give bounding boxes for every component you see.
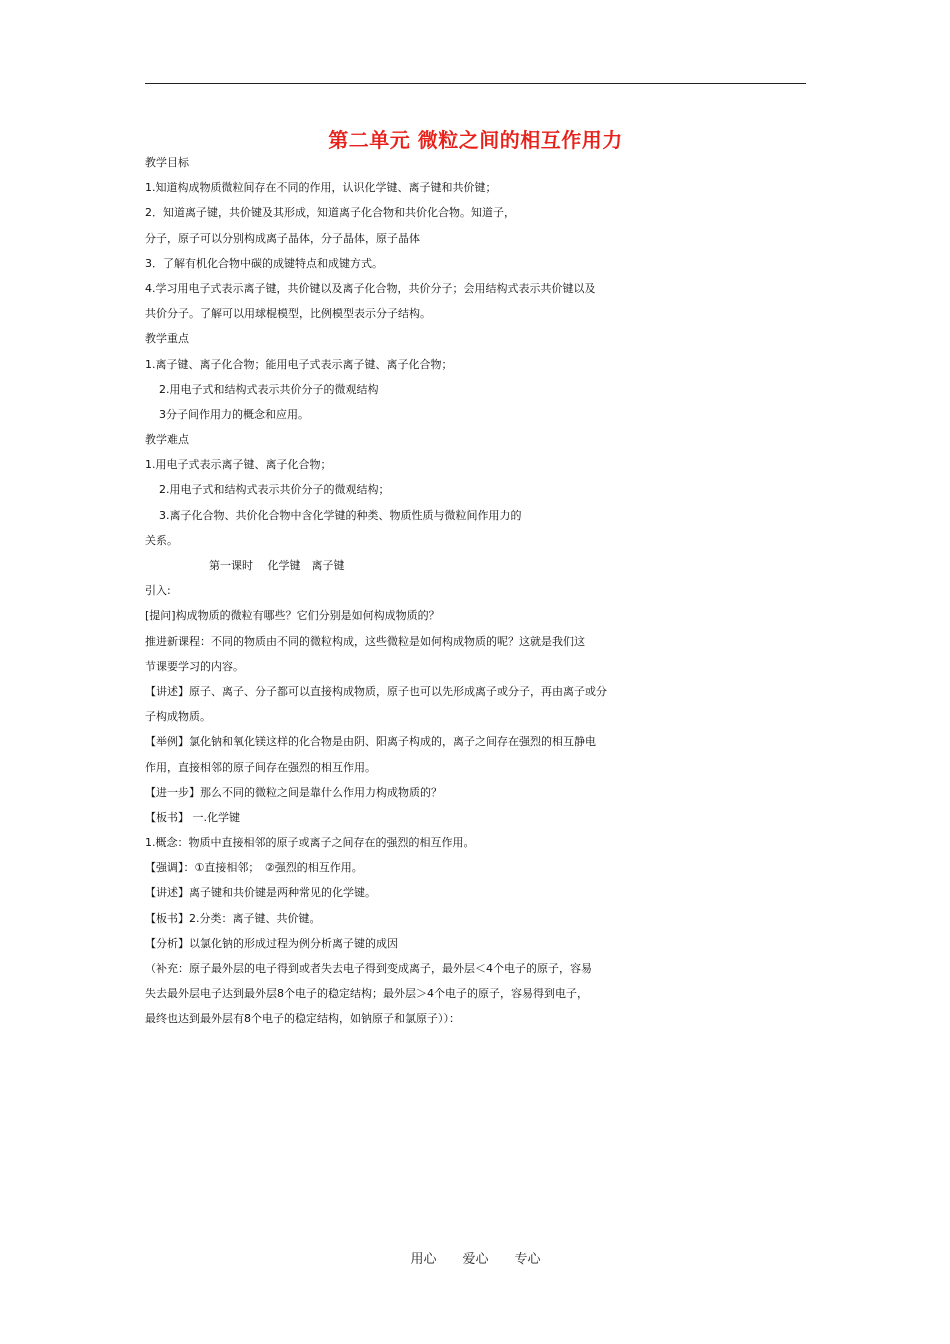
text-line: 1.离子键、离子化合物；能用电子式表示离子键、离子化合物；: [145, 357, 453, 371]
text-line: 【进一步】那么不同的微粒之间是靠什么作用力构成物质的？: [145, 785, 442, 799]
text-line: 共价分子。了解可以用球棍模型，比例模型表示分子结构。: [145, 307, 431, 321]
page-footer: 用心 爱心 专心: [410, 1252, 541, 1267]
text-line: 第一课时 化学键 离子键: [209, 559, 345, 572]
text-line: 2.用电子式和结构式表示共价分子的微观结构；: [159, 483, 390, 497]
text-line: 2．知道离子键，共价键及其形成，知道离子化合物和共价化合物。知道子，: [145, 206, 515, 220]
page-title: 第二单元 微粒之间的相互作用力: [328, 128, 623, 152]
text-line: 【板书】2.分类：离子键、共价键。: [145, 911, 321, 925]
text-line: 子构成物质。: [145, 710, 211, 724]
text-line: 引入:: [145, 584, 171, 598]
document-body: [145, 150, 815, 1032]
text-line: 【强调】：①直接相邻； ②强烈的相互作用。: [145, 861, 363, 875]
text-line: 【讲述】离子键和共价键是两种常见的化学键。: [145, 886, 376, 900]
text-line: 【举例】氯化钠和氧化镁这样的化合物是由阴、阳离子构成的，离子之间存在强烈的相互静电: [145, 735, 596, 749]
text-line: 节课要学习的内容。: [145, 659, 244, 673]
text-line: 3．了解有机化合物中碳的成键特点和成键方式。: [145, 256, 383, 270]
text-line: 【板书】 一.化学键: [145, 810, 240, 824]
text-line: [提问]构成物质的微粒有哪些？它们分别是如何构成物质的？: [145, 609, 440, 623]
text-line: 失去最外层电子达到最外层8个电子的稳定结构；最外层＞4个电子的原子，容易得到电子，: [145, 987, 588, 1001]
text-line: （补充：原子最外层的电子得到或者失去电子得到变成离子，最外层＜4个电子的原子，容易: [145, 962, 592, 975]
text-line: 1.概念：物质中直接相邻的原子或离子之间存在的强烈的相互作用。: [145, 836, 475, 850]
text-line: 推进新课程：不同的物质由不同的微粒构成，这些微粒是如何构成物质的呢？这就是我们这: [145, 634, 585, 648]
text-line: 3分子间作用力的概念和应用。: [159, 407, 309, 421]
text-line: 1.知道构成物质微粒间存在不同的作用，认识化学键、离子键和共价键；: [145, 181, 497, 195]
header-rule: [145, 83, 806, 84]
text-line: 最终也达到最外层有8个电子的稳定结构，如钠原子和氯原子））：: [145, 1012, 460, 1026]
text-line: 作用，直接相邻的原子间存在强烈的相互作用。: [145, 760, 376, 774]
text-line: 分子，原子可以分别构成离子晶体，分子晶体，原子晶体: [145, 231, 420, 245]
text-line: 教学重点: [145, 332, 189, 346]
text-line: 【讲述】原子、离子、分子都可以直接构成物质，原子也可以先形成离子或分子，再由离子或分: [145, 684, 607, 698]
text-line: 4.学习用电子式表示离子键，共价键以及离子化合物，共价分子；会用结构式表示共价键以及: [145, 281, 596, 295]
text-line: 关系。: [145, 533, 178, 547]
text-line: 教学难点: [145, 433, 189, 447]
text-line: 2.用电子式和结构式表示共价分子的微观结构: [159, 382, 379, 396]
text-line: 1.用电子式表示离子键、离子化合物；: [145, 458, 332, 472]
text-line: 3.离子化合物、共价化合物中含化学键的种类、物质性质与微粒间作用力的: [159, 508, 522, 522]
text-line: 【分析】以氯化钠的形成过程为例分析离子键的成因: [145, 936, 398, 950]
text-line: 教学目标: [145, 156, 189, 169]
